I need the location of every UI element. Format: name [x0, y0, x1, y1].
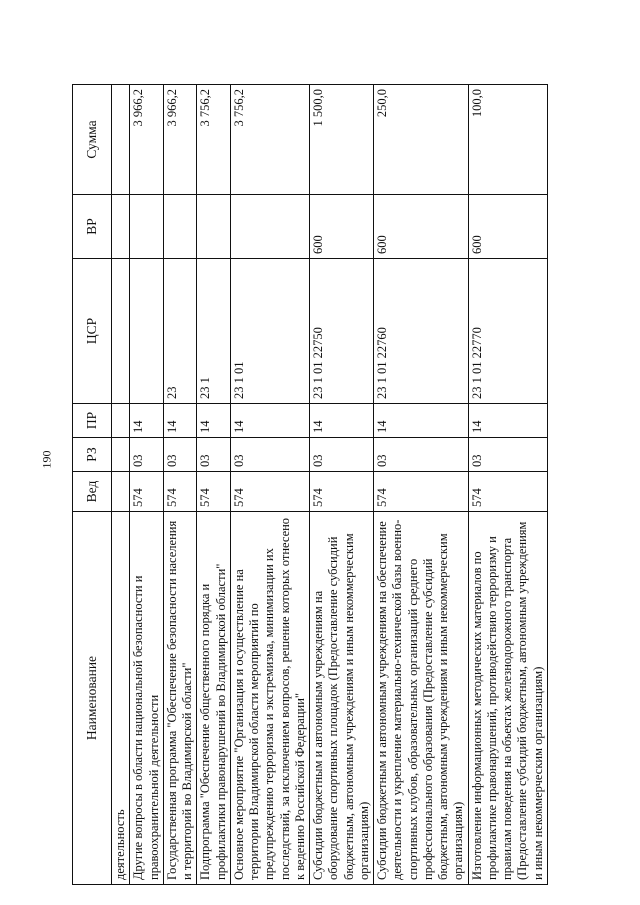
page-number: 190	[39, 450, 54, 469]
header-row	[73, 85, 112, 885]
table-row	[112, 85, 130, 885]
cell-csr: 23	[163, 259, 197, 404]
table-row	[468, 85, 547, 885]
cell-rz: 03	[310, 438, 374, 472]
cell-ved	[112, 472, 130, 512]
header-csr: ЦСР	[73, 259, 112, 404]
cell-csr: 23 1 01 22760	[374, 259, 469, 404]
cell-pr: 14	[374, 404, 469, 438]
cell-vr	[197, 195, 231, 259]
cell-ved: 574	[374, 472, 469, 512]
cell-csr: 23 1 01 22750	[310, 259, 374, 404]
cell-csr	[112, 259, 130, 404]
header-pr: ПР	[73, 404, 112, 438]
cell-ved: 574	[130, 472, 164, 512]
cell-ved: 574	[230, 472, 309, 512]
cell-ved: 574	[310, 472, 374, 512]
budget-table	[72, 84, 548, 885]
cell-pr: 14	[197, 404, 231, 438]
cell-ved: 574	[468, 472, 547, 512]
cell-csr: 23 1 01 22770	[468, 259, 547, 404]
table-row	[310, 85, 374, 885]
cell-name: Субсидии бюджетным и автономным учреждениям на оборудование спортивных площадок (Предоставление субсидий бюджетным, автономным учреждениям и иным некоммерческим организациям)	[310, 512, 374, 885]
cell-vr: 600	[468, 195, 547, 259]
cell-vr	[163, 195, 197, 259]
cell-sum: 3 966,2	[163, 85, 197, 195]
cell-sum: 100,0	[468, 85, 547, 195]
cell-name: Основное мероприятие "Организация и осуществление на территории Владимирской области мероприятий по предупреждению терроризма и экстремизма, минимизации их последствий, за исключением вопросов, решение которых отнесено к ведению Российской Федерации"	[230, 512, 309, 885]
cell-sum	[112, 85, 130, 195]
cell-sum: 3 756,2	[230, 85, 309, 195]
table-row	[374, 85, 469, 885]
cell-rz: 03	[230, 438, 309, 472]
cell-name: Государственная программа "Обеспечение безопасности населения и территорий во Владимирской области"	[163, 512, 197, 885]
header-rz: РЗ	[73, 438, 112, 472]
cell-csr: 23 1	[197, 259, 231, 404]
cell-ved: 574	[163, 472, 197, 512]
cell-pr	[112, 404, 130, 438]
cell-sum: 3 966,2	[130, 85, 164, 195]
cell-rz: 03	[468, 438, 547, 472]
cell-rz: 03	[130, 438, 164, 472]
cell-name: Субсидии бюджетным и автономным учреждениям на обеспечение деятельности и укрепление материально-технической базы военно-спортивных клубов, образовательных организаций среднего профессионального образования (Предоставление субсидий бюджетным, автономным учреждениям и иным некоммерческим организациям)	[374, 512, 469, 885]
header-sum: Сумма	[73, 85, 112, 195]
cell-pr: 14	[468, 404, 547, 438]
cell-name: Другие вопросы в области национальной безопасности и правоохранительной деятельности	[130, 512, 164, 885]
cell-rz: 03	[163, 438, 197, 472]
cell-sum: 3 756,2	[197, 85, 231, 195]
cell-csr: 23 1 01	[230, 259, 309, 404]
cell-vr: 600	[310, 195, 374, 259]
cell-vr	[112, 195, 130, 259]
header-name: Наименование	[73, 512, 112, 885]
cell-pr: 14	[163, 404, 197, 438]
table-row	[130, 85, 164, 885]
cell-pr: 14	[230, 404, 309, 438]
cell-ved: 574	[197, 472, 231, 512]
table-row	[197, 85, 231, 885]
header-ved: Вед	[73, 472, 112, 512]
cell-sum: 1 500,0	[310, 85, 374, 195]
cell-rz: 03	[197, 438, 231, 472]
cell-rz	[112, 438, 130, 472]
budget-table-container	[72, 85, 612, 885]
cell-vr	[130, 195, 164, 259]
cell-name: Подпрограмма "Обеспечение общественного порядка и профилактики правонарушений во Владимирской области"	[197, 512, 231, 885]
cell-name: Изготовление информационных методических материалов по профилактике правонарушений, противодействию терроризму и правилам поведения на объектах железнодорожного транспорта (Предоставление субсидий бюджетным, автономным учреждениям и иным некоммерческим организациям)	[468, 512, 547, 885]
cell-rz: 03	[374, 438, 469, 472]
cell-csr	[130, 259, 164, 404]
cell-name: деятельность	[112, 512, 130, 885]
cell-vr: 600	[374, 195, 469, 259]
cell-vr	[230, 195, 309, 259]
cell-pr: 14	[130, 404, 164, 438]
table-row	[230, 85, 309, 885]
cell-sum: 250,0	[374, 85, 469, 195]
header-vr: ВР	[73, 195, 112, 259]
cell-pr: 14	[310, 404, 374, 438]
table-row	[163, 85, 197, 885]
